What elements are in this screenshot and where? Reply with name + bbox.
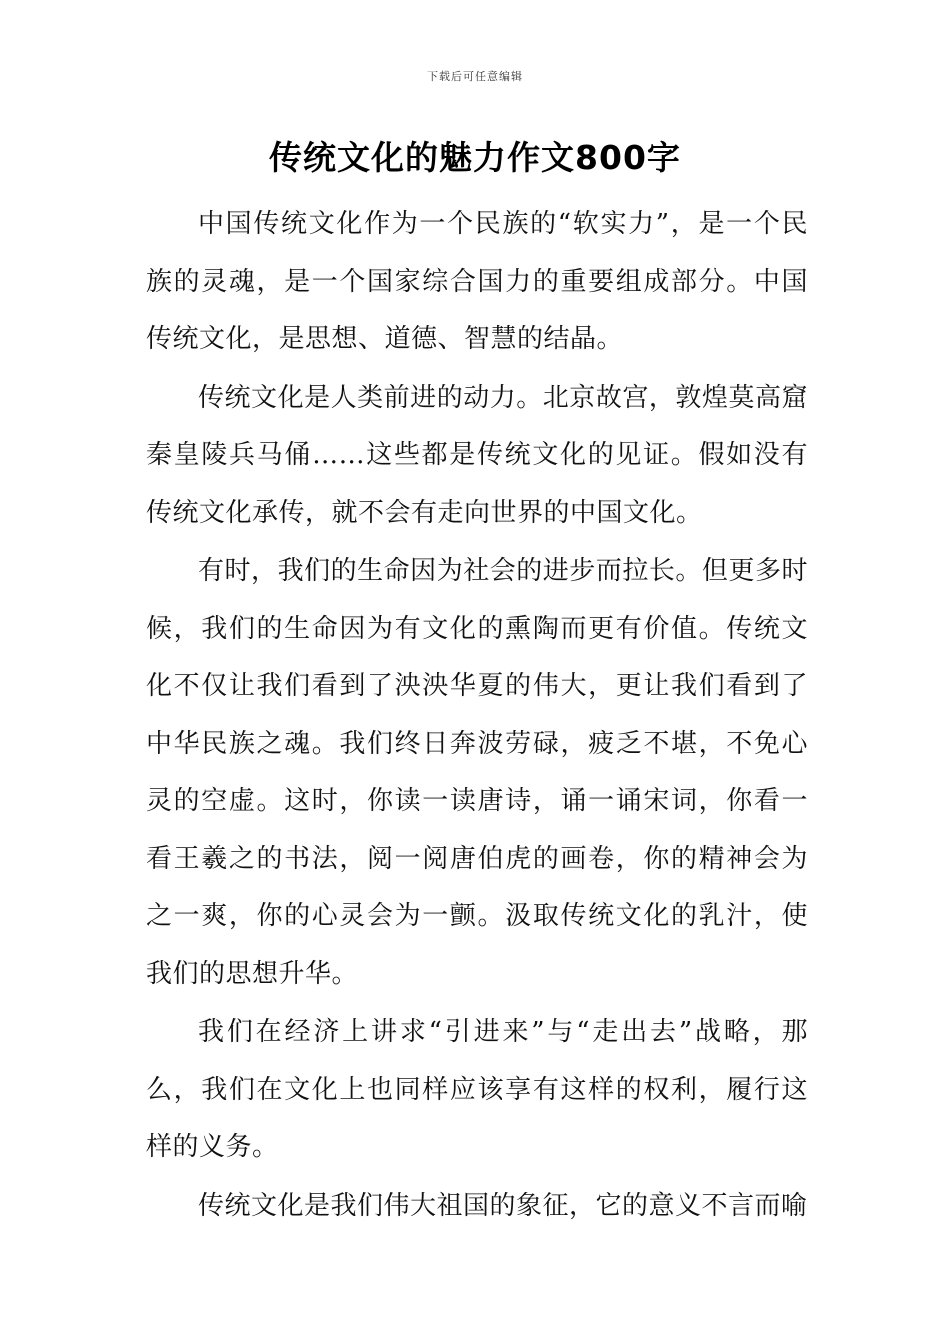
- paragraph: 中国传统文化作为一个民族的“软实力”，是一个民族的灵魂，是一个国家综合国力的重要组成部分。中国传统文化，是思想、道德、智慧的结晶。: [146, 209, 808, 354]
- document-body: [146, 196, 808, 1236]
- paragraph: 我们在经济上讲求“引进来”与“走出去”战略，那么，我们在文化上也同样应该享有这样的权利，履行这样的义务。: [146, 1017, 808, 1162]
- paragraph: 传统文化是我们伟大祖国的象征，它的意义不言而喻: [198, 1190, 808, 1221]
- paragraph: 有时，我们的生命因为社会的进步而拉长。但更多时候，我们的生命因为有文化的熏陶而更有价值。传统文化不仅让我们看到了泱泱华夏的伟大，更让我们看到了中华民族之魂。我们终日奔波劳碌，疲乏不堪，不免心灵的空虚。这时，你读一读唐诗，诵一诵宋词，你看一看王羲之的书法，阅一阅唐伯虎的画卷，你的精神会为之一爽，你的心灵会为一颤。汲取传统文化的乳汁，使我们的思想升华。: [146, 556, 808, 989]
- paragraph: 传统文化是人类前进的动力。北京故宫，敦煌莫高窟秦皇陵兵马俑……这些都是传统文化的见证。假如没有传统文化承传，就不会有走向世界的中国文化。: [146, 382, 808, 528]
- header-note: 下载后可任意编辑: [427, 70, 523, 83]
- document-title: 传统文化的魅力作文800字: [269, 138, 681, 177]
